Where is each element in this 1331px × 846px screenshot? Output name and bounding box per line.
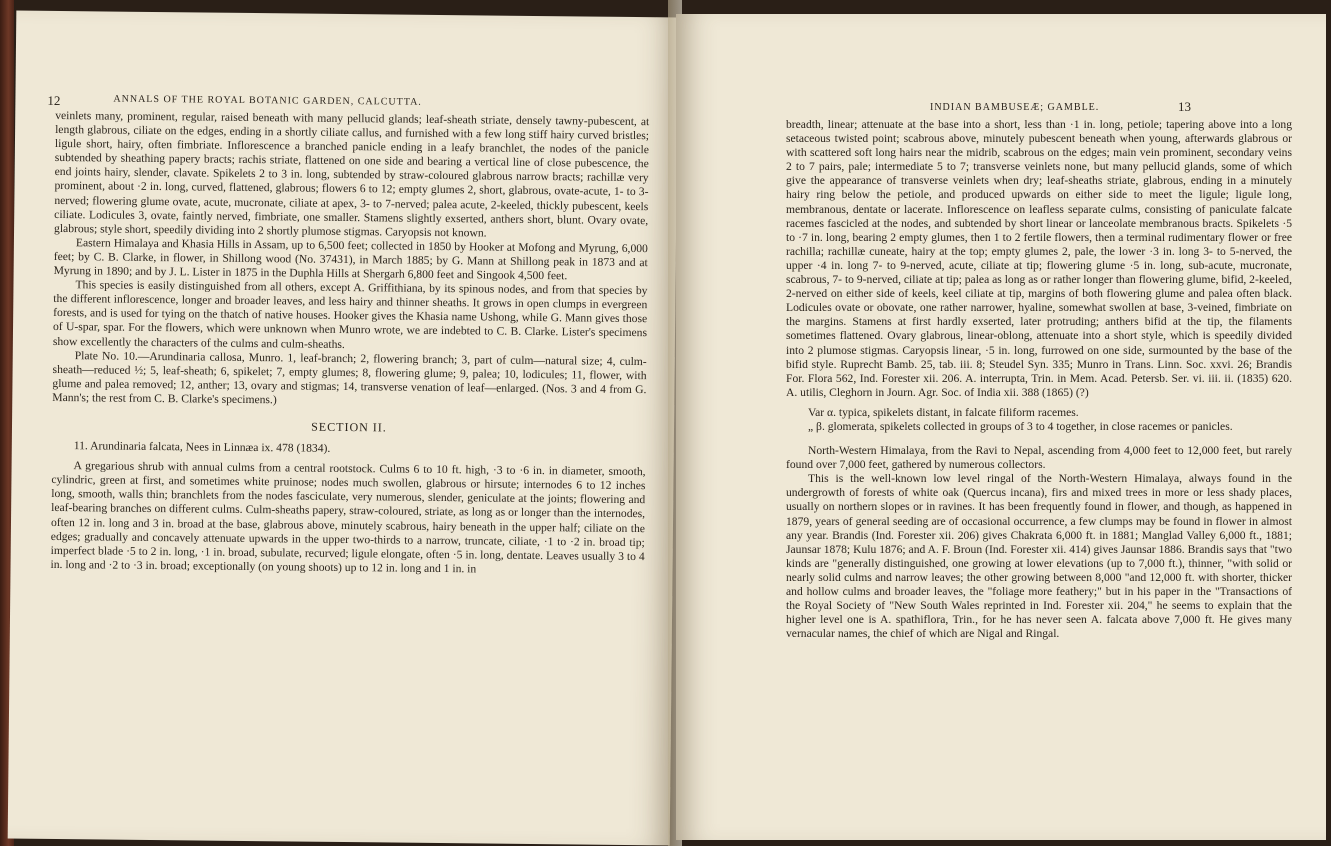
right-text-column — [786, 118, 1292, 641]
plate-caption: Plate No. 10.—Arundinaria callosa, Munro. 1, leaf-branch; 2, flowering branch; 3, part of culm—natural size; 4, culm-sheath—reduced ½; 5, leaf-sheath; 6, spikelet; 7, empty glumes; 8, flowering glume; 9, palea; 10, lodicules; 11, flower, with glume and palea removed; 12, anther; 13, ovary and stigmas; 14, transverse venation of leaf—enlarged. (Nos. 3 and 4 from G. Mann's; the rest from C. B. Clarke's specimens.) — [52, 348, 647, 407]
right-running-head: INDIAN BAMBUSEÆ; GAMBLE. — [930, 102, 1100, 113]
left-text-column — [50, 109, 649, 578]
right-page — [676, 14, 1326, 840]
right-paragraph-1: breadth, linear; attenuate at the base into a short, less than ·1 in. long, petiole; tapering above into a long setaceous twisted point; scabrous above, minutely pubescent beneath when young, afterwards glabrous or with scattered soft long hairs near the midrib, scabrous on the edges; main vein prominent, secondary veins 2 to 7 pairs, pale; intermediate 5 to 7; transverse veinlets none, but many pellucid glands, some of which give the appearance of transverse veinlets when dry; leaf-sheaths striate, glabrous, ending in a minutely hairy ring below the petiole, and produced upwards on either side to meet the ligule; ligule long, membranous, dentate or lacerate. Inflorescence on leafless separate culms, consisting of paniculate falcate racemes fascicled at the nodes, and subtended by short linear or lanceolate membranous bracts. Spikelets ·5 to ·7 in. long, bearing 2 empty glumes, then 1 to 2 fertile flowers, then a terminal rudimentary flower or free rachilla; rachillæ cuneate, hairy at the top; empty glumes 2, pale, the lower ·3 in. long 3- to 5-nerved, the upper ·4 in. long 7- to 9-nerved, acute, ciliate at tip; flowering glume ·5 in. long, sub-acute, mucronate, scabrous, 7- to 9-nerved, ciliate at tip; palea as long as or rather longer than flowering glume, bifid, 2-keeled, 2-nerved on either side of keels, keel ciliate at tip, margins of both flowering glume and palea often black. Lodicules ovate or obovate, one rather narrower, hyaline, somewhat swollen at base, 3-veined, fimbriate on the margins. Stamens at first hardly exserted, later protruding; anthers bifid at the tip, the filaments sometimes flattened. Ovary glabrous, linear-oblong, attenuate into a short style, which is speedily divided into 2 plumose stigmas. Caryopsis linear, ·5 in. long, furrowed on one side, surmounted by the base of the bifid style. Ruprecht Bamb. 25, tab. iii. 8; Steudel Syn. 335; Munro in Trans. Linn. Soc. xxvi. 26; Brandis For. Flora 562, Ind. Forester xii. 206. A. interrupta, Trin. in Mem. Acad. Petersb. Ser. vi. iii. ii. (1835) 620. A. utilis, Cleghorn in Journ. Agr. Soc. of India xii. 388 (1865) (?) — [786, 118, 1292, 399]
left-page — [8, 11, 679, 846]
left-paragraph-2: Eastern Himalaya and Khasia Hills in Assam, up to 6,500 feet; collected in 1850 by Hooker at Mofong and Myrung, 6,000 feet; by C. B. Clarke, in flower, in Shillong wood (No. 37431), in March 1885; by G. Mann at Shillong peak in 1873 and at Myrung in 1890; and by J. L. Lister in 1875 in the Duphla Hills at Shergarh 6,800 feet and Singook 4,500 feet. — [53, 236, 648, 283]
left-page-number: 12 — [47, 92, 61, 109]
right-page-number: 13 — [1178, 99, 1191, 114]
variety-beta: „ β. glomerata, spikelets collected in groups of 3 to 4 together, in close racemes or panicles. — [808, 419, 1233, 433]
right-paragraph-2: North-Western Himalaya, from the Ravi to Nepal, ascending from 4,000 feet to 12,000 feet, but rarely found over 7,000 feet, gathered by numerous collectors. — [786, 444, 1292, 472]
species-description: A gregarious shrub with annual culms from a central rootstock. Culms 6 to 10 ft. high, ·3 to ·6 in. in diameter, smooth, cylindric, green at first, and sometimes white pruinose; nodes much swollen, glabrous or hirsute; internodes 6 to 12 inches long, smooth, walls thin; branchlets from the nodes fasciculate, very numerous, slender, geniculate at the joints; flowering and leaf-bearing branches on different culms. Culm-sheaths papery, straw-coloured, striate, as long as or longer than the internodes, often 12 in. long and 3 in. broad at the base, glabrous above, minutely scabrous, hairy beneath in the upper half; ciliate on the edges; gradually and concavely attenuate upwards in the upper two-thirds to a narrow, truncate, ciliate, ·1 to ·2 in. broad tip; imperfect blade ·5 to 2 in. long, ·1 in. broad, subulate, recurved; ligule elongate, often ·5 in. long, dentate. Leaves usually 3 to 4 in. long and ·2 to ·3 in. broad; exceptionally (on young shoots) up to 12 in. long and 1 in. in — [50, 459, 646, 576]
left-paragraph-1: veinlets many, prominent, regular, raised beneath with many pellucid glands; leaf-sheath striate, densely tawny-pubescent, at length glabrous, ciliate on the edges, ending in a shortly ciliate callus, and furnished with a few long stiff hairy curved bristles; ligule short, hairy, often fimbriate. Inflorescence a branched panicle ending in a leafy branchlet, the nodes of the panicle subtended by sheathing papery bracts; rachis striate, flattened on one side and bearing a vertical line of close pubescence, the end joints hairy, slender, clavate. Spikelets 2 to 3 in. long, subtended by straw-coloured glabrous narrow bracts; rachillæ very prominent, about ·2 in. long, curved, flattened, glabrous; flowers 6 to 12; empty glumes 2, short, glabrous, ovate-acute, 1- to 3-nerved; flowering glume ovate, acute, mucronate, ciliate at apex, 3- to 7-nerved; palea acute, 2-keeled, thickly pubescent, keels ciliate. Lodicules 3, ovate, faintly nerved, fimbriate, one smaller. Stamens slightly exserted, anthers short, blunt. Ovary ovate, glabrous; style short, speedily dividing into 2 shortly plumose stigmas. Caryopsis not known. — [54, 108, 650, 240]
section-heading: SECTION II. — [311, 419, 387, 435]
species-heading: 11. Arundinaria falcata, Nees in Linnæa ix. 478 (1834). — [73, 439, 331, 455]
right-paragraph-3: This is the well-known low level ringal of the North-Western Himalaya, always found in the undergrowth of forests of white oak (Quercus incana), firs and mixed trees in more or less shady places, usually on northern slopes or in ravines. It has been frequently found in flower, and though, as happened in 1879, years of general seeding are of occasional occurrence, a few clumps may be found in flower in almost any year. Brandis (Ind. Forester xii. 206) gives Chakrata 6,000 ft. in 1881; Manglad Valley 6,000 ft., 1881; Jaunsar 1878; Kulu 1876; and A. F. Broun (Ind. Forester xii. 414) gives Jaunsar 1886. Brandis says that "two kinds are "generally distinguished, one growing at lower elevations (up to 7,000 ft.), thinner, "with solid or nearly solid culms and narrow leaves; the other growing between 8,000 "and 12,000 ft. with shorter, thicker and hollow culms and broader leaves, the "foliage more feathery;" but in his paper in the "Transactions of the Royal Society of "New South Wales reprinted in Ind. Forester xii. 204," he seems to explain that the higher level one is A. spathiflora, Trin., for he has never seen A. falcata above 7,000 ft. He gives many vernacular names, the chief of which are Nigal and Ringal. — [786, 472, 1292, 641]
left-running-head: ANNALS OF THE ROYAL BOTANIC GARDEN, CALCUTTA. — [113, 93, 422, 108]
left-paragraph-3: This species is easily distinguished from all others, except A. Griffithiana, by its spinous nodes, and from that species by the different inflorescence, longer and broader leaves, and less hairy and thinner sheaths. It grows in open clumps in evergreen forests, and is used for tying on the thatch of native houses. Hooker gives the Khasia name Ushong, while G. Mann gives those of U-spar, spar. For the flowers, which were unknown when Munro wrote, we are indebted to C. B. Clarke. Lister's specimens show excellently the characters of the culms and culm-sheaths. — [52, 278, 648, 351]
variety-alpha: Var α. typica, spikelets distant, in falcate filiform racemes. — [808, 405, 1079, 419]
